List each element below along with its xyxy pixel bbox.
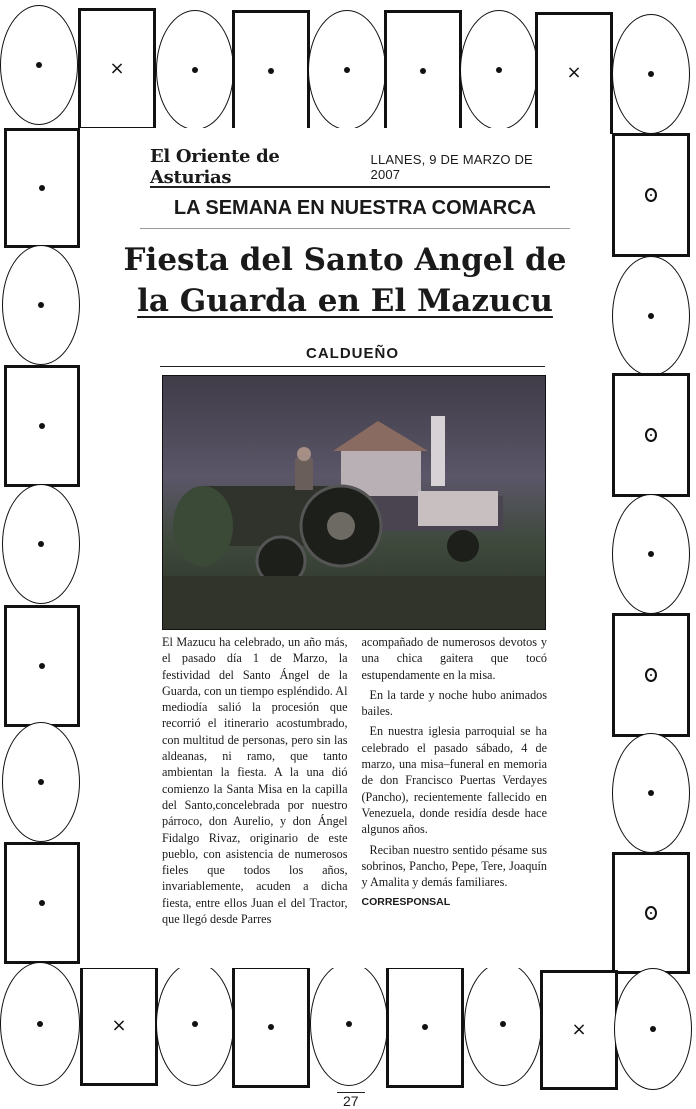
frame-cell bbox=[4, 842, 80, 964]
article-paragraph: En nuestra iglesia parroquial se ha celebrado el pasado sábado, 4 de marzo, una misa–funeral en memoria de don Francisco Puertas Verdayes (Pancho), recientemente fallecido en Venezuela, donde residía desde hace algunos años. bbox=[361, 724, 547, 837]
frame-cell bbox=[0, 5, 78, 125]
circle-mark bbox=[645, 906, 657, 920]
cross-mark: × bbox=[111, 1015, 127, 1036]
kicker: CALDUEÑO bbox=[160, 340, 545, 367]
frame-cell bbox=[156, 962, 234, 1086]
headline-line-1: Fiesta del Santo Angel de bbox=[123, 242, 567, 278]
dot-mark bbox=[192, 1021, 198, 1027]
page-number: 27 bbox=[337, 1092, 365, 1109]
frame-cell bbox=[535, 12, 613, 134]
frame-cell bbox=[308, 10, 386, 130]
frame-cell bbox=[612, 133, 690, 257]
frame-cell bbox=[2, 245, 80, 365]
dot-mark bbox=[38, 302, 44, 308]
headline-line-2: la Guarda en El Mazucu bbox=[137, 283, 553, 319]
frame-cell bbox=[310, 962, 388, 1086]
frame-cell bbox=[612, 852, 690, 974]
issue-date: LLANES, 9 DE MARZO DE 2007 bbox=[370, 152, 533, 182]
frame-cell bbox=[80, 966, 158, 1086]
dot-mark bbox=[39, 663, 45, 669]
frame-cell bbox=[612, 373, 690, 497]
frame-cell bbox=[384, 10, 462, 132]
dot-mark bbox=[37, 1021, 43, 1027]
photo-illustration-icon bbox=[163, 376, 545, 629]
dot-mark bbox=[420, 68, 426, 74]
frame-cell bbox=[614, 968, 692, 1090]
dot-mark bbox=[346, 1021, 352, 1027]
frame-cell bbox=[540, 970, 618, 1090]
article-paragraph: El Mazucu ha celebrado, un año más, el pasado día 1 de Marzo, la festividad del Santo Ángel de la Guarda, con un tiempo espléndido. Al mediodía salió la procesión que recorrió el itinerario acostumbrado, con multitud de personas, pero sin las aldeanas, ni ramo, que tanto ambientan la fiesta. A la una dió comienzo la Santa Misa en la capilla del Santo,concelebrada por nuestro párroco, don Aurelio, y don Ángel Fidalgo Rivaz, originario de este pueblo, con asistencia de numerosos fieles que todos los años, invariablemente, acuden a dicha fiesta, entre ellos Juan el del Tractor, que llegó desde Parres bbox=[162, 635, 348, 927]
circle-mark bbox=[645, 668, 657, 682]
cross-mark: × bbox=[566, 62, 582, 83]
circle-mark bbox=[645, 428, 657, 442]
dot-mark bbox=[648, 71, 654, 77]
frame-cell bbox=[460, 10, 538, 130]
dot-mark bbox=[650, 1026, 656, 1032]
frame-cell bbox=[4, 128, 80, 248]
dot-mark bbox=[648, 790, 654, 796]
dot-mark bbox=[36, 62, 42, 68]
frame-cell bbox=[4, 365, 80, 487]
headline bbox=[90, 240, 600, 322]
frame-cell bbox=[612, 256, 690, 376]
frame-cell bbox=[232, 10, 310, 132]
dot-mark bbox=[38, 779, 44, 785]
dot-mark bbox=[38, 541, 44, 547]
article-paragraph: En la tarde y noche hubo animados bailes. bbox=[361, 687, 547, 719]
article-column-2 bbox=[362, 634, 548, 964]
frame-cell bbox=[78, 8, 156, 130]
dot-mark bbox=[39, 423, 45, 429]
dot-mark bbox=[648, 313, 654, 319]
frame-cell bbox=[2, 722, 80, 842]
dot-mark bbox=[422, 1024, 428, 1030]
dot-mark bbox=[192, 67, 198, 73]
masthead bbox=[150, 148, 550, 188]
dot-mark bbox=[500, 1021, 506, 1027]
dot-mark bbox=[268, 68, 274, 74]
article-column-1 bbox=[162, 634, 348, 964]
dot-mark bbox=[268, 1024, 274, 1030]
cross-mark: × bbox=[571, 1019, 587, 1040]
byline: CORRESPONSAL bbox=[361, 896, 451, 909]
dot-mark bbox=[344, 67, 350, 73]
newspaper-clipping bbox=[80, 128, 610, 968]
article-paragraph: acompañado de numerosos devotos y una chica gaitera que tocó estupendamente en la misa. bbox=[361, 635, 547, 682]
circle-mark bbox=[645, 188, 657, 202]
newspaper-name: El Oriente de Asturias bbox=[150, 146, 280, 188]
frame-cell bbox=[386, 966, 464, 1088]
tractor-procession-photo bbox=[162, 375, 546, 630]
dot-mark bbox=[39, 900, 45, 906]
dot-mark bbox=[39, 185, 45, 191]
article-paragraph: Reciban nuestro sentido pésame sus sobrinos, Pancho, Pepe, Tere, Joaquín y Amalita y demás familiares. bbox=[361, 842, 547, 890]
cross-mark: × bbox=[109, 58, 125, 79]
article-body bbox=[162, 634, 547, 964]
dot-mark bbox=[496, 67, 502, 73]
section-banner: LA SEMANA EN NUESTRA COMARCA bbox=[140, 188, 570, 229]
frame-cell bbox=[0, 962, 80, 1086]
frame-cell bbox=[612, 494, 690, 614]
dot-mark bbox=[648, 551, 654, 557]
frame-cell bbox=[464, 962, 542, 1086]
frame-cell bbox=[232, 966, 310, 1088]
frame-cell bbox=[612, 613, 690, 737]
frame-cell bbox=[4, 605, 80, 727]
frame-cell bbox=[2, 484, 80, 604]
frame-cell bbox=[612, 14, 690, 134]
frame-cell bbox=[156, 10, 234, 130]
frame-cell bbox=[612, 733, 690, 853]
